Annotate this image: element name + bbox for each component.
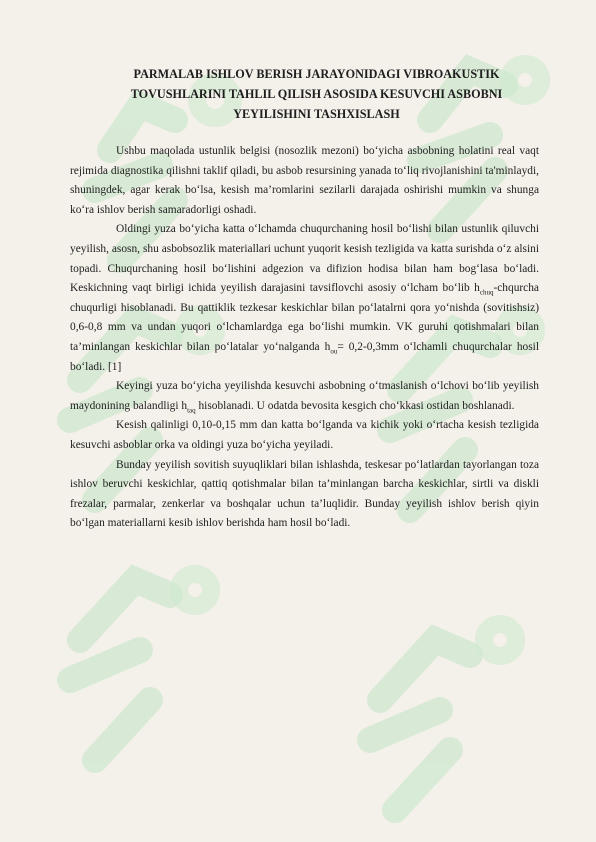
paragraph-2-text-b: hisoblanadi. U odatda bevosita kesgich cho‘kkasi ostidan boshlanadi.	[195, 399, 515, 412]
paragraph-1-text-c: = 0,2-0,3mm o‘lchamli chuqurchalar hosil bo‘ladi. [1]	[70, 340, 539, 373]
subscript-ou: ou	[330, 347, 338, 356]
abstract-paragraph: Ushbu maqolada ustunlik belgisi (nosozlik mezoni) bo‘yicha asbobning holatini real vaqt rejimida diagnostika qilishni taklif qiladi, bu asbob resursining yanada to‘liq rivojlanishini ta'minlaydi, shuningdek, agar kerak bo‘lsa, kesish ma’romlarini sezilarli darajada oshirishi mumkin va shunga ko‘ra ishlov berish samaradorligi oshadi.	[70, 145, 539, 216]
subscript-chuq: chuq	[479, 288, 494, 297]
paragraph-1	[70, 220, 539, 377]
paragraph-4: Bunday yeyilish sovitish suyuqliklari bilan ishlashda, teskesar po‘latlardan tayorlangan toza ishlov beruvchi keskichlar, qattiq qotishmalar bilan ta’minlangan barcha keskichlar, sirtli va diskli frezalar, parmalar, zenkerlar va boshqalar uchun ta’luqlidir. Bunday yeyilish ishlov berish qiyin bo‘lgan materiallarni kesib ishlov berishda ham hosil bo‘ladi.	[70, 458, 539, 530]
paragraph-1-text-a: Oldingi yuza bo‘yicha katta o‘lchamda chuqurchaning hosil bo‘lishi bilan ustunlik qiluvchi yeyilish, asosn, shu asbobsozlik materiallari uchunt yuqorit kesish tezligida va katta surishda o‘z alsini topadi. Chuqurchaning hosil bo‘lishini adgezion va difizion hodisa bilan ham bog‘lasa bo‘ladi. Keskichning vaqt birligi ichida yeyilish darajasini tavsiflovchi asosiy o‘lcham bo‘lib h	[70, 223, 539, 295]
article-title: PARMALAB ISHLOV BERISH JARAYONIDAGI VIBROAKUSTIK TOVUSHLARINI TAHLIL QILISH ASOSIDA KESUVCHI ASBOBNI YEYILISHINI TASHXISLASH	[130, 67, 503, 121]
paragraph-3: Kesish qalinligi 0,10-0,15 mm dan katta bo‘lganda va kichik yoki o‘rtacha kesish tezligida kesuvchi asboblar orka va oldingi yuza bo‘yicha yeyiladi.	[70, 419, 539, 451]
paragraph-2-text-a: Keyingi yuza bo‘yicha yeyilishda kesuvchi asbobning o‘tmaslanish o‘lchovi bo‘lib yeyilish maydonining balandligi h	[70, 380, 539, 412]
subscript-taq: taq	[187, 406, 196, 414]
article-body	[70, 64, 539, 534]
paragraph-1-text-b: -chqurcha chuqurligi hisoblanadi. Bu qattiklik tezkesar keskichlar bilan po‘latalrni qora yo‘nishda (sovitishsiz) 0,6-0,8 mm va undan yuqori o‘lchamlardga ega bo‘lishi mumkin. VK guruhi qotishmalari bilan ta’minlangan keskichlar bilan po‘latalar yo‘nalganda h	[70, 282, 539, 353]
paragraph-2	[70, 377, 539, 416]
